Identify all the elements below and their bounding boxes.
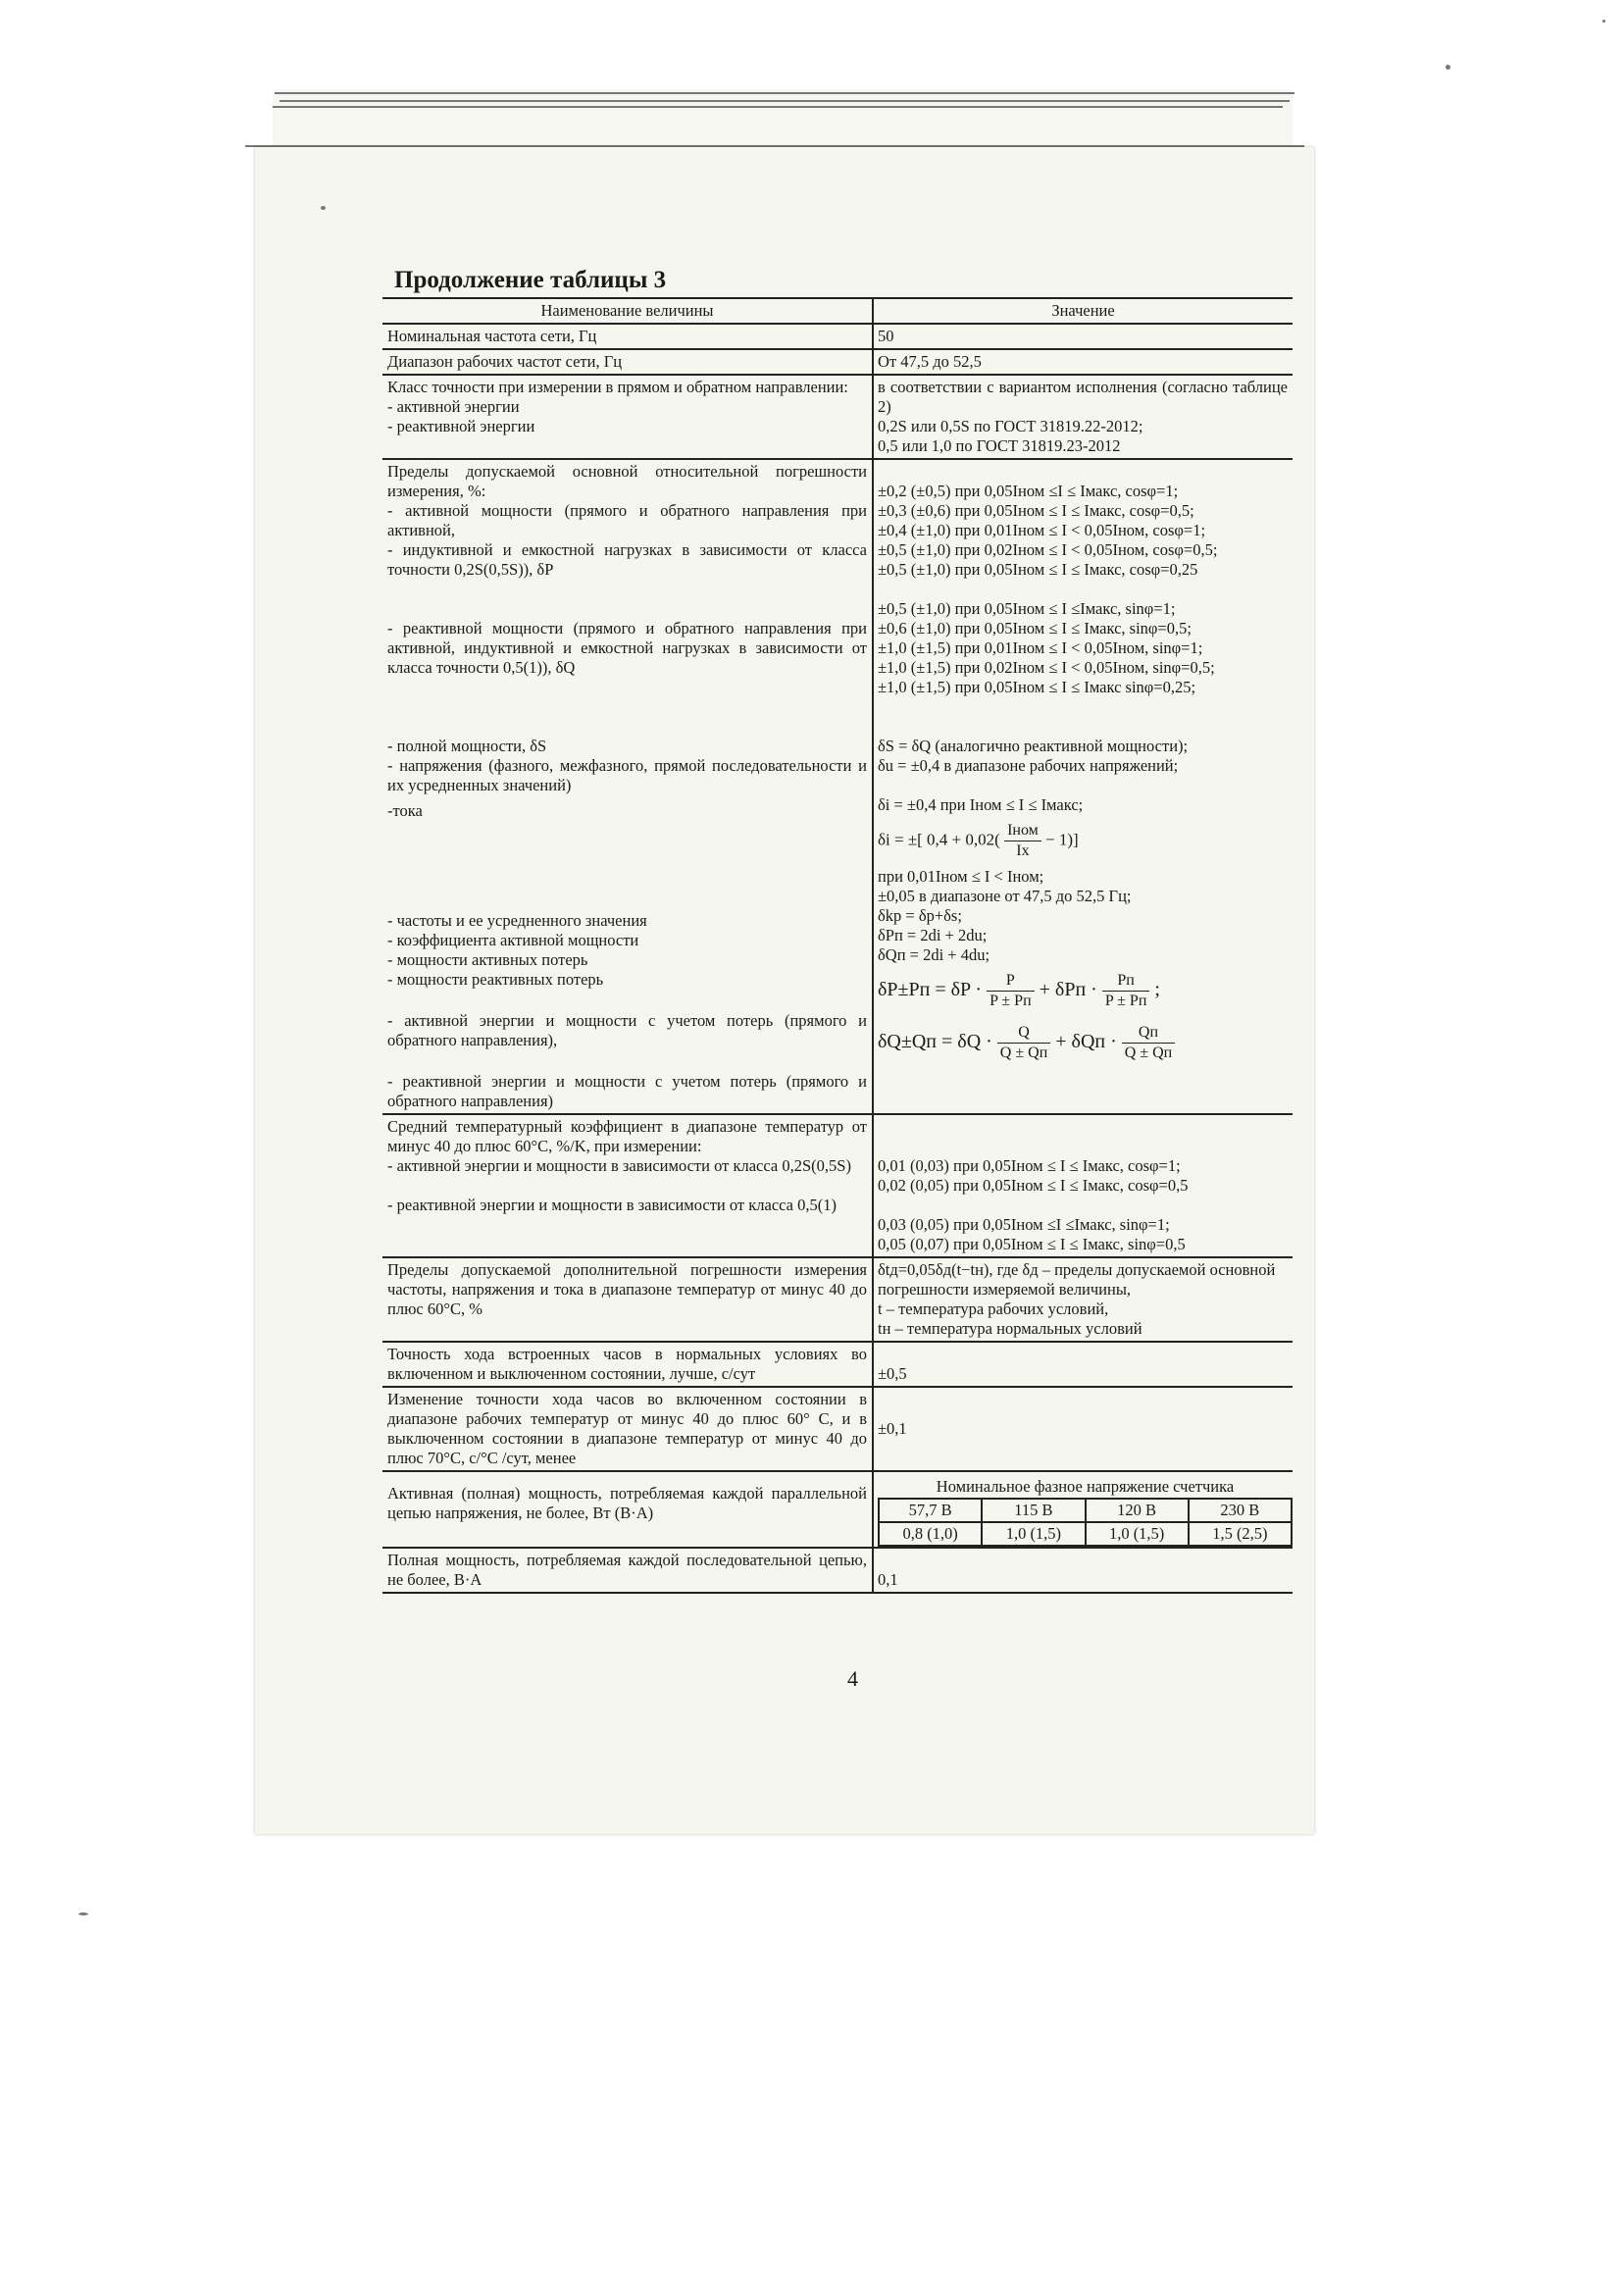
row-value: 50 bbox=[873, 324, 1293, 349]
table-row bbox=[382, 349, 1293, 375]
value-line: δkp = δp+δs; bbox=[878, 906, 962, 925]
row-sublabel: - полной мощности, δS bbox=[387, 737, 547, 755]
row-sublabel: - реактивной энергии bbox=[387, 417, 535, 435]
back-page-edge bbox=[273, 90, 1293, 147]
row-value-cell bbox=[873, 459, 1293, 1114]
row-value-cell bbox=[873, 1342, 1293, 1387]
value-line: ±0,6 (±1,0) при 0,05Iном ≤ I ≤ Iмакс, sinφ=0,5; bbox=[878, 619, 1192, 637]
value-line: ±0,3 (±0,6) при 0,05Iном ≤ I ≤ Iмакс, cosφ=0,5; bbox=[878, 501, 1194, 520]
table-row bbox=[382, 375, 1293, 459]
row-sublabel: - индуктивной и емкостной нагрузках в зависимости от класса точности 0,2S(0,5S)), δP bbox=[387, 540, 867, 579]
row-label: Пределы допускаемой основной относительной погрешности измерения, %: bbox=[387, 462, 867, 500]
row-label: Номинальная частота сети, Гц bbox=[382, 324, 873, 349]
row-sublabel: - активной энергии и мощности с учетом потерь (прямого и обратного направления), bbox=[387, 1011, 867, 1049]
value-line: t – температура рабочих условий, bbox=[878, 1300, 1109, 1318]
value-line: δu = ±0,4 в диапазоне рабочих напряжений; bbox=[878, 756, 1179, 775]
page-edge-line bbox=[275, 92, 1294, 94]
document-page bbox=[255, 147, 1314, 1834]
row-sublabel: - активной мощности (прямого и обратного направления при активной, bbox=[387, 501, 867, 539]
row-value: 0,2S или 0,5S по ГОСТ 31819.22-2012; bbox=[878, 417, 1143, 435]
row-sublabel: - коэффициента активной мощности bbox=[387, 931, 639, 949]
power-cell: 1,5 (2,5) bbox=[1189, 1522, 1292, 1546]
col-header-name: Наименование величины bbox=[382, 298, 873, 324]
table-header-row bbox=[382, 298, 1293, 324]
row-sublabel: - активной энергии bbox=[387, 397, 520, 416]
value-line: 0,05 (0,07) при 0,05Iном ≤ I ≤ Iмакс, sinφ=0,5 bbox=[878, 1235, 1186, 1253]
row-sublabel: -тока bbox=[387, 801, 423, 820]
value-line: tн – температура нормальных условий bbox=[878, 1319, 1142, 1338]
row-value: 0,1 bbox=[878, 1570, 898, 1589]
dust-speck bbox=[321, 206, 326, 210]
power-table-header: Номинальное фазное напряжение счетчика bbox=[879, 1476, 1292, 1499]
value-line: δPп = 2di + 2du; bbox=[878, 926, 988, 944]
table-row bbox=[382, 1471, 1293, 1548]
row-value-cell bbox=[873, 375, 1293, 459]
power-row bbox=[879, 1522, 1292, 1546]
voltage-cell: 230 В bbox=[1189, 1499, 1292, 1522]
dust-speck bbox=[1602, 20, 1605, 23]
row-value: в соответствии с вариантом исполнения (согласно таблице 2) bbox=[878, 378, 1288, 416]
reactive-power-values bbox=[878, 599, 1288, 697]
row-label: Активная (полная) мощность, потребляемая каждой параллельной цепью напряжения, не более, Вт (В·А) bbox=[382, 1471, 873, 1548]
table-row bbox=[382, 1342, 1293, 1387]
row-sublabel: - реактивной энергии и мощности в зависимости от класса 0,5(1) bbox=[387, 1196, 837, 1214]
value-line: ±0,5 (±1,0) при 0,02Iном ≤ I < 0,05Iном, cosφ=0,5; bbox=[878, 540, 1218, 559]
row-label: Полная мощность, потребляемая каждой последовательной цепью, не более, В·А bbox=[382, 1548, 873, 1593]
value-line: δS = δQ (аналогично реактивной мощности); bbox=[878, 737, 1189, 755]
page-edge-line bbox=[279, 100, 1290, 102]
voltage-row bbox=[879, 1499, 1292, 1522]
power-consumption-table bbox=[878, 1476, 1293, 1547]
value-line: ±1,0 (±1,5) при 0,05Iном ≤ I ≤ Iмакс sinφ=0,25; bbox=[878, 678, 1196, 696]
row-value-cell bbox=[873, 1387, 1293, 1471]
row-value-cell bbox=[873, 1471, 1293, 1548]
active-loss-formula: δP±Pп = δP · $\frac{P}{P \pm Pп}$ + δPп · $\frac{Pп}{P \pm Pп}$ ; bbox=[878, 972, 1160, 1009]
value-line: при 0,01Iном ≤ I < Iном; bbox=[878, 867, 1044, 886]
dust-speck bbox=[78, 1912, 88, 1915]
row-sublabel: - мощности активных потерь bbox=[387, 950, 588, 969]
row-label: Пределы допускаемой дополнительной погрешности измерения частоты, напряжения и тока в диапазоне температур от минус 40 до плюс 60°C, % bbox=[382, 1257, 873, 1342]
table-row bbox=[382, 1114, 1293, 1257]
col-header-value: Значение bbox=[873, 298, 1293, 324]
value-line: 0,02 (0,05) при 0,05Iном ≤ I ≤ Iмакс, cosφ=0,5 bbox=[878, 1176, 1189, 1195]
table-row bbox=[382, 1387, 1293, 1471]
row-sublabel: - реактивной энергии и мощности с учетом потерь (прямого и обратного направления) bbox=[387, 1072, 867, 1110]
value-line: ±0,05 в диапазоне от 47,5 до 52,5 Гц; bbox=[878, 887, 1132, 905]
value-line: δtд=0,05δд(t−tн), где δд – пределы допускаемой основной погрешности измеряемой величины, bbox=[878, 1260, 1276, 1299]
row-sublabel: - реактивной мощности (прямого и обратного направления при активной, индуктивной и емкостной нагрузках в зависимости от класса точности 0,5(1)), δQ bbox=[387, 619, 867, 677]
row-value-cell bbox=[873, 1548, 1293, 1593]
row-sublabel: - активной энергии и мощности в зависимости от класса 0,2S(0,5S) bbox=[387, 1156, 851, 1175]
row-label: Изменение точности хода часов во включенном состоянии в диапазоне рабочих температур от минус 40 до плюс 60° С, и в выключенном состоянии в диапазоне температур от минус 40 до плюс 70°C, с/°C /сут, менее bbox=[382, 1387, 873, 1471]
page-number: 4 bbox=[847, 1666, 858, 1691]
value-line: ±0,5 (±1,0) при 0,05Iном ≤ I ≤Iмакс, sinφ=1; bbox=[878, 599, 1176, 618]
table-row bbox=[382, 459, 1293, 1114]
value-line: ±1,0 (±1,5) при 0,02Iном ≤ I < 0,05Iном, sinφ=0,5; bbox=[878, 658, 1215, 677]
row-value: 0,5 или 1,0 по ГОСТ 31819.23-2012 bbox=[878, 436, 1121, 455]
value-line: 0,01 (0,03) при 0,05Iном ≤ I ≤ Iмакс, cosφ=1; bbox=[878, 1156, 1181, 1175]
row-label-cell bbox=[382, 375, 873, 459]
value-line: ±0,4 (±1,0) при 0,01Iном ≤ I < 0,05Iном, cosφ=1; bbox=[878, 521, 1206, 539]
value-line: δQп = 2di + 4du; bbox=[878, 945, 990, 964]
page-edge-line bbox=[273, 106, 1283, 108]
row-label: Диапазон рабочих частот сети, Гц bbox=[382, 349, 873, 375]
current-error-formula: δi = ±[ 0,4 + 0,02( $\frac{\text{Iном}}{Ix}$ − 1)] bbox=[878, 822, 1079, 859]
table-row bbox=[382, 1257, 1293, 1342]
value-line: ±0,5 (±1,0) при 0,05Iном ≤ I ≤ Iмакс, cosφ=0,25 bbox=[878, 560, 1198, 579]
value-line: 0,03 (0,05) при 0,05Iном ≤I ≤Iмакс, sinφ=1; bbox=[878, 1215, 1170, 1234]
power-cell: 0,8 (1,0) bbox=[879, 1522, 982, 1546]
row-label: Средний температурный коэффициент в диапазоне температур от минус 40 до плюс 60°C, %/K, при измерении: bbox=[387, 1117, 867, 1155]
row-label-cell bbox=[382, 1114, 873, 1257]
table-title: Продолжение таблицы 3 bbox=[394, 267, 667, 293]
table-row bbox=[382, 324, 1293, 349]
row-value: ±0,1 bbox=[878, 1419, 907, 1438]
power-cell: 1,0 (1,5) bbox=[982, 1522, 1085, 1546]
reactive-loss-formula: δQ±Qп = δQ · $\frac{Q}{Q \pm Qп}$ + δQп · $\frac{Qп}{Q \pm Qп}$ bbox=[878, 1017, 1288, 1069]
row-sublabel: - мощности реактивных потерь bbox=[387, 970, 604, 989]
row-value-cell bbox=[873, 1114, 1293, 1257]
table-row bbox=[382, 1548, 1293, 1593]
voltage-cell: 120 В bbox=[1086, 1499, 1189, 1522]
row-value: ±0,5 bbox=[878, 1364, 907, 1383]
row-value: От 47,5 до 52,5 bbox=[873, 349, 1293, 375]
row-sublabel: - частоты и ее усредненного значения bbox=[387, 911, 647, 930]
value-line: δi = ±0,4 при Iном ≤ I ≤ Iмакс; bbox=[878, 795, 1084, 814]
row-sublabel: - напряжения (фазного, межфазного, прямой последовательности и их усредненных значений) bbox=[387, 756, 867, 794]
row-value-cell bbox=[873, 1257, 1293, 1342]
dust-speck bbox=[1446, 65, 1450, 70]
value-line: ±0,2 (±0,5) при 0,05Iном ≤I ≤ Iмакс, cosφ=1; bbox=[878, 482, 1179, 500]
power-cell: 1,0 (1,5) bbox=[1086, 1522, 1189, 1546]
row-label: Класс точности при измерении в прямом и обратном направлении: bbox=[387, 378, 848, 396]
row-label-cell bbox=[382, 459, 873, 1114]
voltage-cell: 57,7 В bbox=[879, 1499, 982, 1522]
value-line: ±1,0 (±1,5) при 0,01Iном ≤ I < 0,05Iном, sinφ=1; bbox=[878, 638, 1203, 657]
active-power-values bbox=[878, 482, 1288, 580]
voltage-cell: 115 В bbox=[982, 1499, 1085, 1522]
row-label: Точность хода встроенных часов в нормальных условиях во включенном и выключенном состоянии, лучше, с/сут bbox=[382, 1342, 873, 1387]
specs-table bbox=[382, 297, 1293, 1594]
